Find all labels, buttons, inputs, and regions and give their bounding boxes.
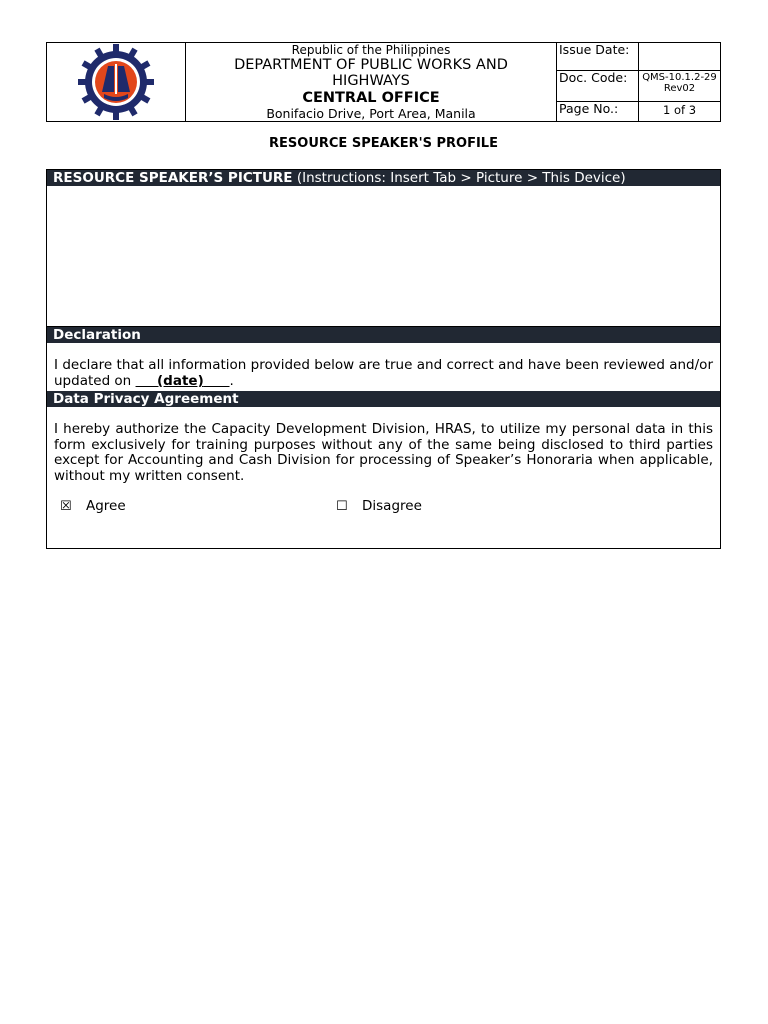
republic-text: Republic of the Philippines — [291, 43, 451, 57]
date-placeholder: (date) — [157, 373, 204, 389]
picture-instructions: (Instructions: Insert Tab > Picture > This Device) — [292, 170, 626, 186]
declaration-statement: I declare that all information provided below are true and correct and have been reviewed and/or updated on — [54, 357, 713, 389]
disagree-label: Disagree — [362, 498, 422, 515]
document-meta — [557, 43, 720, 121]
picture-section-bar — [47, 170, 720, 186]
declaration-date-field[interactable] — [136, 373, 230, 389]
page-no-value: 1 of 3 — [662, 103, 697, 117]
consent-choices — [47, 484, 720, 514]
department-name: DEPARTMENT OF PUBLIC WORKS AND HIGHWAYS — [234, 57, 508, 89]
declaration-bar — [47, 327, 720, 343]
agree-checkbox-icon[interactable]: ☒ — [60, 498, 72, 514]
privacy-bar — [47, 391, 720, 407]
disagree-option[interactable] — [336, 498, 422, 514]
disagree-checkbox-icon[interactable]: ☐ — [336, 498, 348, 514]
declaration-text — [47, 343, 720, 391]
page-no-row — [557, 102, 720, 121]
doc-code-value: QMS-10.1.2-29 Rev02 — [642, 72, 717, 94]
form-title: RESOURCE SPEAKER'S PROFILE — [269, 136, 498, 151]
document-header — [46, 42, 721, 122]
issue-date-row — [557, 43, 720, 71]
office-address: Bonifacio Drive, Port Area, Manila — [266, 106, 476, 121]
agency-title-cell — [186, 43, 557, 121]
page-no-label: Page No.: — [557, 102, 639, 121]
logo-cell — [47, 43, 186, 121]
dpwh-seal-icon — [78, 44, 154, 120]
declaration-period: . — [229, 373, 234, 389]
speaker-profile-form — [46, 169, 721, 549]
privacy-text: I hereby authorize the Capacity Development Division, HRAS, to utilize my personal data in this form exclusively for training purposes without any of the same being disclosed to third parties except for Accounting and Cash Division for processing of Speaker’s Honoraria when applicable, without my written consent. — [54, 421, 713, 484]
agree-label: Agree — [86, 498, 126, 515]
doc-code-row — [557, 71, 720, 102]
office-name: CENTRAL OFFICE — [302, 90, 440, 106]
issue-date-label: Issue Date: — [557, 43, 639, 70]
picture-placeholder[interactable] — [47, 186, 720, 327]
privacy-heading: Data Privacy Agreement — [53, 391, 239, 407]
issue-date-value — [639, 43, 720, 70]
picture-section-heading: RESOURCE SPEAKER’S PICTURE — [53, 170, 293, 186]
declaration-heading: Declaration — [53, 327, 141, 343]
agree-option[interactable] — [60, 498, 126, 514]
doc-code-label: Doc. Code: — [557, 71, 639, 101]
